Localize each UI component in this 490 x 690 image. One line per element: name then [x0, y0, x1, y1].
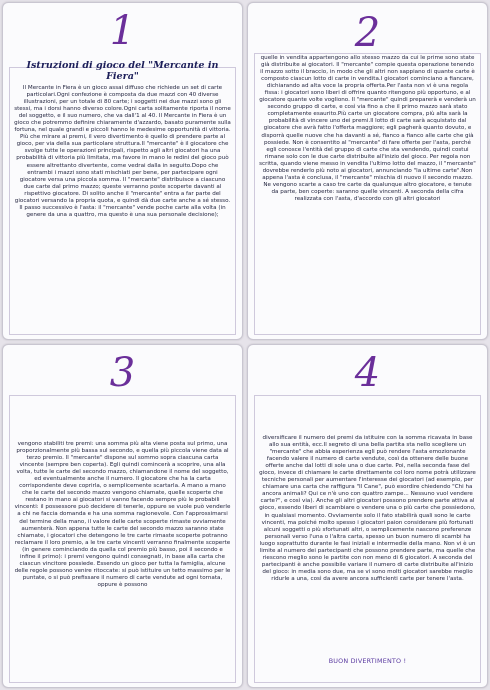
instruction-card-3 — [2, 344, 243, 688]
instruction-card-2 — [247, 2, 488, 340]
instruction-card-4 — [247, 344, 488, 688]
card-number: 2 — [354, 10, 381, 56]
card-number: 4 — [354, 350, 381, 396]
card-number: 3 — [109, 350, 136, 396]
card-text: vengono stabiliti tre premi: una somma più alta viene posta sul primo, una proporzionalmente più bassa sul secondo, e quella più piccola viene data al terzo premio. Il "mercante" dispone sul sommo sopra ciascuna carta vincente (sempre ben coperta). Egli quindi comincerà a scoprire, una alla volta, tutte le carte del secondo mazzo, chiamandone il nome del soggetto, ed eventualmente anche il numero. Il giocatore che ha la carta corrispondente deve coprirla, o semplicemente scartarla. A mano a mano che le carte del secondo mazzo vengono chiamate, quelle scoperte che restano in mano ai giocatori si vanno facendo sempre più le probabili vincenti: il possessore può decidere di tenerle, oppure se vuole può venderle a chi ne faccia domanda e ha una somma ragionevole. Con l'approssimarsi del termine della mano, il valore delle carte scoperte rimaste ovviamente aumenterà. Non appena tutte le carte del secondo mazzo saranno state chiamate, i giocatori che detengono le tre carte rimaste scoperte potranno reclamare il loro premio, a le tre carte vincenti verranno finalmente scoperte (in genere cominciando da quella col premio più basso, poi il secondo e infine il primo): i premi vengono quindi consegnati, in base alla carta che ciascun vincitore possiede. Essendo un gioco per tutta la famiglia, alcune delle regole possono venire ritoccate: si può istituire un tetto massimo per le puntate, o si può prefissare il numero di carte vendute ad ogni tornata, oppure è possono — [14, 441, 231, 588]
card-text: diversificare il numero dei premi da istituire con la somma ricavata in base allo sua entità, ecc.Il segreto di una bella partita sta nello scegliere un "mercante" che abbia esperienza egli può rendere l'asta emozionante facendo valere il numero di carte vendute, così da ottenere delle buone offerte anche dal lotti di sole una o due carte. Poi, nella seconda fase del gioco, invece di chiamare le carte direttamente col loro nome potrà utilizzare tecniche personali per aumentare l'interesse dei giocatori (ad esempio, per chiamare una carta che raffigura "Il Cane", può esordire chiedendo "Chi ha ancora animali? Qui ce n'è uno con quattro zampe... Nessuno vuol vendere carte?", e così via). Anche gli altri giocatori possono prendere parte attiva al gioco, essendo liberi di scambiare o vendere una o più carte che possiedono, in qualsiasi momento. Ovviamente solo il fato stabilirà quali sono le carte vincenti, ma poiché molto spesso i giocatori paion considerare più fortunati alcuni soggetti o più sfortunati altri, o semplicemente nascono preferenze personali verso l'una o l'altra carta, spesso un buon numero di scambi ha luogo soprattutto durante le fasi iniziali e intermedie della mano. Non vi è un limite al numero dei partecipanti che possono prendere parte, ma quelle che riescono meglio sono le partite con non meno di 6 giocatori. A seconda del partecipanti è anche possibile variare il numero di carte distribuite all'inizio del gioco: in media sono due, ma se vi sono molti giocatori sarebbe meglio ridurle a una, così da avere ancora sufficienti carte per tenere l'asta. — [259, 435, 476, 582]
card-text: Il Mercante in Fiera è un gioco assai diffuso che richiede un set di carte particolari.Ogni confezione è composta da due mazzi con 40 diverse illustrazioni, per un totale di 80 carte; i soggetti nei due mazzi sono gli stessi, ma i dorsi hanno diverso colore.Ogni carta solitamente riporta il nome del soggetto, e il suo numero, che va dall'1 al 40. Il Mercante in Fiera è un gioco che potremmo definire chiaramente d'azzardo, basato puramente sulla fortuna, nel quale grandi e piccoli hanno le medesime opportunità di vittoria. Più che mirare ai premi, il vero divertimento è quello di prendere parte al gioco, per via della sua particolare struttura.Il "mercante" è il giocatore che svolge tutte le operazioni principali, rispetto agli altri giocatori ha una probabilità di vittoria più limitata, ma favore in mano le redini del gioco può essere altrettanto divertente, come vedrai dalla in seguito.Dopo che entrambi i mazzi sono stati mischiati per bene, per partecipare ogni giocatore versa una piccola somma. Il "mercante" distribuisce a ciascuno due carte dal primo mazzo; queste verranno poste scoperte davanti al rispettivo giocatore. Di solito anche il "mercante" entra a far parte del giocatori versando la propria quota, e quindi dà due carte anche a sé stesso. Il passo successivo è l'asta: il "mercante" vende poche carte alla volta (in genere da una a quattro, ma questo è una sua personale decisione); — [14, 85, 231, 218]
closing-text: BUON DIVERTIMENTO ! — [328, 657, 407, 665]
card-number: 1 — [109, 8, 136, 54]
card-text: quelle in vendita appartengono allo stesso mazzo da cui le prime sono state già distribuite ai giocatori. Il "mercante" compie questa operazione tenendo il mazzo sotto il braccio, in modo che gli altri non sappiano di quante carte è composto ciascun lotto di carte in vendita.I giocatori cominciano a fiancare, dichiarando ad alta voce la propria offerta.Per l'asta non vi è una regola fissa: i giocatori sono liberi di offrire quanto ritengono più opportuno, e al giocatore quante volte vogliono. Il "mercante" quindi preparerà e venderà un secondo gruppo di carte, e così via fino a che il primo mazzo sarà stato completamente esaurito.Più carte un giocatore compra, più alta sarà la probabilità di vincere uno dei premi.Il lotto di carte sarà acquistato dal giocatore che avrà fatto l'offerta maggiore; egli pagherà quanto dovuto, e disporrà quelle nuove che ha davanti a sé, fianco a fianco alle carte che già possiede. Non è consentito al "mercante" di fare offerte per l'asta, perché egli conosce l'entità del gruppo di carte che sta vendendo, quindi costui rimane solo con le due carte distribuite all'inizio del gioco. Per regola non scritta, quando viene messo in vendita l'ultimo lotto del mazzo, il "mercante" dovrebbe renderlo più noto ai giocatori, annunciando "la ultime carte".Non appena l'asta è conclusa, il "mercante" mischia di nuovo il secondo mazzo. Ne vengono scarte a caso tre carte da qualunque altro giocatore, e tenute da parte, ben coperte: saranno quelle vincenti. A seconda della cifra realizzata con l'asta, d'accordo con gli altri giocatori — [259, 55, 476, 202]
card-title: Istruzioni di gioco del "Mercante in Fiera" — [26, 60, 219, 82]
instruction-card-1 — [2, 2, 243, 340]
